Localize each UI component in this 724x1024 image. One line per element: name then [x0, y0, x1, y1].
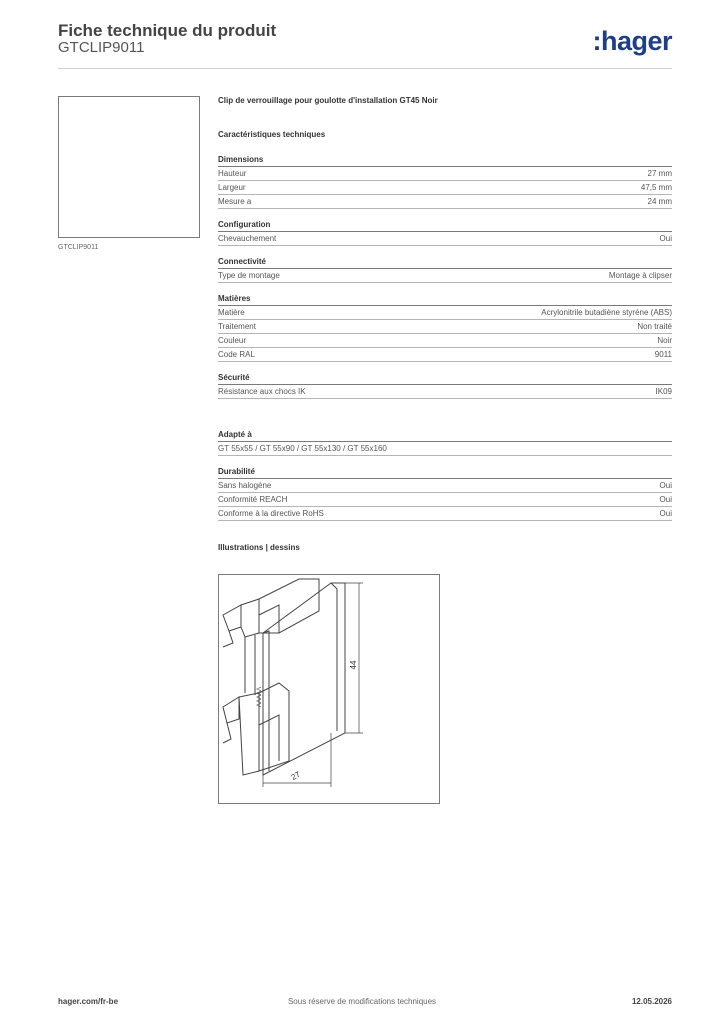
upper-clip — [259, 579, 319, 633]
product-code: GTCLIP9011 — [58, 39, 145, 56]
spec-label: Résistance aux chocs IK — [218, 387, 306, 396]
spec-label: Conformité REACH — [218, 495, 288, 504]
spec-label: Matière — [218, 308, 245, 317]
section-title: Durabilité — [218, 466, 672, 479]
spec-value: Oui — [659, 234, 672, 243]
characteristics-title: Caractéristiques techniques — [218, 130, 326, 139]
dimension-height-label: 44 — [349, 660, 358, 670]
cover-plate — [263, 583, 345, 775]
product-image-caption: GTCLIP9011 — [58, 244, 99, 251]
section-durabilite — [218, 466, 672, 521]
section-title: Adapté à — [218, 429, 672, 442]
spec-row — [218, 306, 672, 320]
spec-row — [218, 334, 672, 348]
section-title: Sécurité — [218, 372, 672, 385]
spec-label: Code RAL — [218, 350, 255, 359]
spec-value: Acrylonitrile butadiène styrène (ABS) — [541, 308, 672, 317]
section-title: Dimensions — [218, 154, 672, 167]
spec-label: Type de montage — [218, 271, 280, 280]
spec-row — [218, 479, 672, 493]
spec-label: Chevauchement — [218, 234, 277, 243]
footer-website-link[interactable]: hager.com/fr-be — [58, 997, 119, 1006]
footer-note: Sous réserve de modifications techniques — [287, 997, 437, 1006]
spec-row — [218, 181, 672, 195]
spacer — [218, 399, 672, 419]
logo-text: hager — [600, 26, 672, 56]
spec-row — [218, 269, 672, 283]
spec-value: Oui — [659, 509, 672, 518]
footer-date: 12.05.2026 — [631, 997, 672, 1006]
product-image — [58, 96, 200, 238]
spec-sheet — [218, 96, 672, 555]
spine-marking: ΛΛΛΛΛ — [257, 686, 263, 707]
spec-value: 24 mm — [647, 197, 672, 206]
product-description: Clip de verrouillage pour goulotte d'installation GT45 Noir — [218, 96, 438, 105]
header-divider — [58, 68, 672, 69]
spec-row — [218, 493, 672, 507]
page-title: Fiche technique du produit — [58, 21, 277, 40]
dimension-lines — [263, 583, 363, 787]
spec-label: Largeur — [218, 183, 246, 192]
spec-label: Hauteur — [218, 169, 247, 178]
spec-value: IK09 — [655, 387, 672, 396]
spec-value: Non traité — [637, 322, 672, 331]
spec-value: Noir — [657, 336, 672, 345]
spec-row — [218, 507, 672, 521]
spec-value: 47,5 mm — [640, 183, 672, 192]
spec-row — [218, 442, 672, 456]
spec-row — [218, 385, 672, 399]
spec-label: Couleur — [218, 336, 247, 345]
spec-value: Montage à clipser — [608, 271, 672, 280]
section-title: Connectivité — [218, 256, 672, 269]
drawing-svg — [219, 575, 439, 803]
section-matieres — [218, 293, 672, 362]
spec-value: Oui — [659, 481, 672, 490]
spec-label: Sans halogène — [218, 481, 272, 490]
section-securite — [218, 372, 672, 399]
spec-value: Oui — [659, 495, 672, 504]
technical-drawing — [218, 574, 440, 804]
spec-row — [218, 195, 672, 209]
dimension-width-label: 27 — [289, 769, 302, 782]
hager-logo: :hager — [592, 26, 672, 56]
section-configuration — [218, 219, 672, 246]
illustrations-title: Illustrations | dessins — [218, 543, 300, 552]
spec-label: GT 55x55 / GT 55x90 / GT 55x130 / GT 55x160 — [218, 444, 387, 453]
spec-value: 27 mm — [647, 169, 672, 178]
spec-value: 9011 — [654, 350, 672, 359]
section-title: Configuration — [218, 219, 672, 232]
spec-label: Conforme à la directive RoHS — [218, 509, 324, 518]
spec-row — [218, 232, 672, 246]
section-connectivite — [218, 256, 672, 283]
section-adapte — [218, 429, 672, 456]
spec-label: Mesure a — [218, 197, 252, 206]
section-dimensions — [218, 154, 672, 209]
spec-row — [218, 348, 672, 362]
spec-row — [218, 320, 672, 334]
section-title: Matières — [218, 293, 672, 306]
spec-row — [218, 167, 672, 181]
spec-label: Traitement — [218, 322, 256, 331]
